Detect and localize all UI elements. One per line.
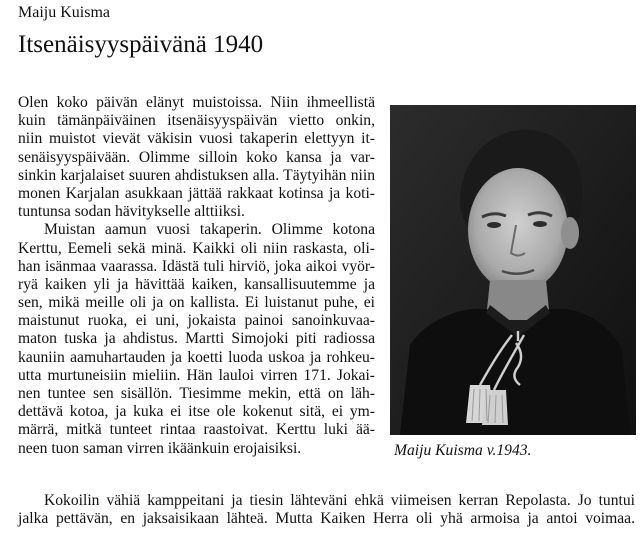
- portrait-illustration: [390, 105, 636, 435]
- author-name: Maiju Kuisma: [18, 4, 110, 21]
- body-line: maton tuska ja ahdistus. Martti Simojoki piti radiossa: [18, 330, 375, 348]
- body-line: nen tuntee sen sisällön. Tiesimme mekin, että on läh-: [18, 385, 375, 402]
- body-line: tuntunsa sodan hävitykselle alttiiksi.: [18, 203, 245, 221]
- body-line: dettävä kotoa, ja kuka ei itse ole kokenut sitä, ei ym-: [18, 403, 375, 421]
- body-line: senäisyyspäivään. Olimme silloin koko kansa ja var-: [18, 148, 375, 166]
- body-line: Kerttu, Eemeli sekä minä. Kaikki oli niin raskasta, oli-: [18, 239, 375, 257]
- body-line: Muistan aamun vuosi takaperin. Olimme kotona: [44, 221, 375, 239]
- eye-right: [533, 221, 547, 227]
- body-column: [18, 94, 375, 458]
- body-line: neen tuon saman virren ikäänkuin erojaisiksi.: [18, 439, 302, 457]
- body-line: utta murtuneisiin mieliin. Hän lauloi virren 171. Jokai-: [18, 366, 375, 384]
- eye-left: [487, 222, 501, 228]
- body-line: sen, mikä meille oli ja on kallista. Ei luistanut puhe, ei: [18, 294, 375, 312]
- body-line: jalka pettävän, en jaksaisikaan lähteä. Mutta Kaiken Herra oli yhä armoisa ja antoi voimaa.: [18, 510, 635, 528]
- photo-caption: Maiju Kuisma v.1943.: [394, 442, 532, 459]
- body-line: Olen koko päivän elänyt muistoissa. Niin ihmeellistä: [18, 94, 375, 111]
- page-title: Itsenäisyyspäivänä 1940: [18, 31, 264, 58]
- portrait-photo: [390, 105, 636, 435]
- body-line: märrä, mitkä tunteet rintaa raastoivat. Kerttu luki ää-: [18, 421, 375, 439]
- body-line: niin muistot vievät väkisin vuosi takaperin elettyyn it-: [18, 130, 375, 148]
- body-line: ryä kaiken yli ja hävittää kaiken, kansallisuutemme ja: [18, 275, 375, 293]
- body-line: sinkin karjalaiset suuren ahdistuksen alla. Täytyihän niin: [18, 166, 375, 184]
- body-line: Kokoilin vähiä kamppeitani ja tiesin lähteväni ehkä viimeisen kerran Repolasta. Jo tuntui: [44, 492, 635, 509]
- ear-shape: [561, 217, 579, 249]
- body-wide-column: [18, 492, 635, 528]
- body-line: monen Karjalan asukkaan jättää rakkaat kotinsa ja koti-: [18, 184, 375, 202]
- body-line: maistunut ruoka, ei uni, jokaista painoi sanoinkuvaa-: [18, 312, 375, 330]
- body-line: kuin tämänpäiväinen itsenäisyyspäivän vietto onkin,: [18, 112, 375, 130]
- body-line: han isänmaa vaarassa. Idästä tuli hirviö, joka aikoi vyör-: [18, 257, 375, 275]
- body-line: kauniin aamuhartauden ja koetti luoda uskoa ja rohkeu-: [18, 348, 375, 366]
